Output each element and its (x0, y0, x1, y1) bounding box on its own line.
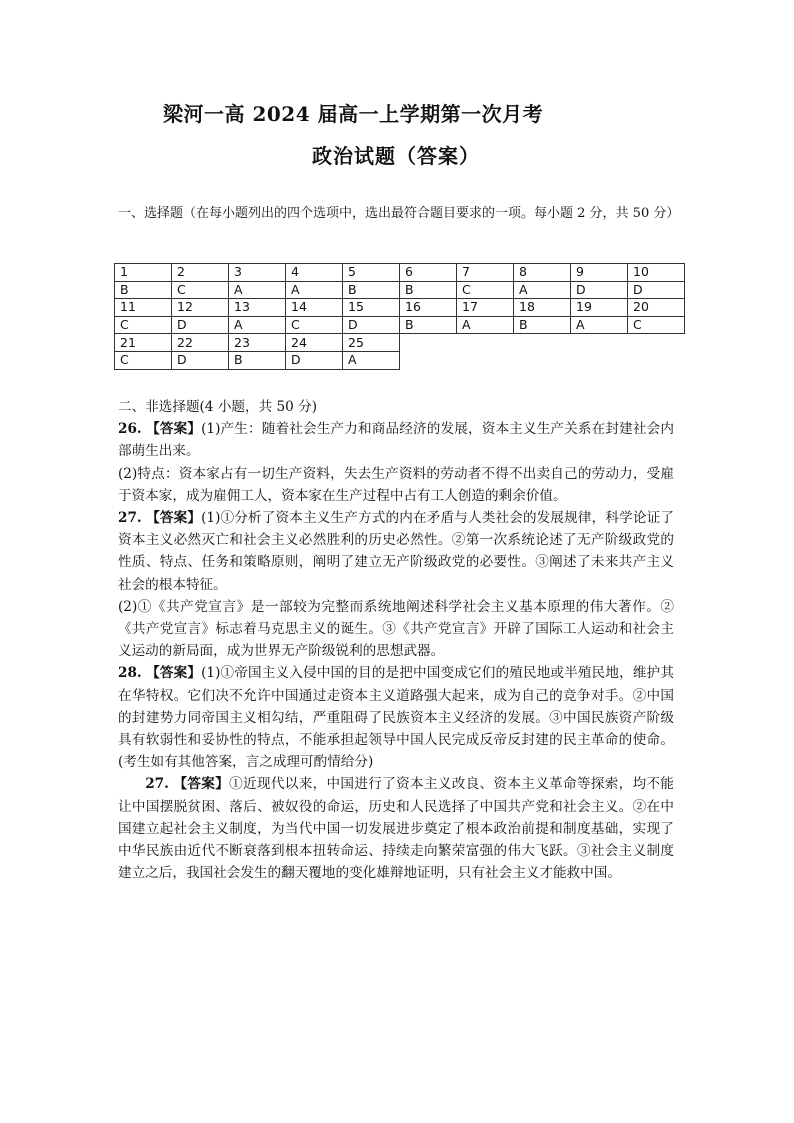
empty-cell (514, 351, 571, 369)
empty-cell (457, 351, 514, 369)
q26-answer-tag: 【答案】 (146, 421, 202, 438)
table-cell: C (286, 316, 343, 334)
table-cell: A (571, 316, 628, 334)
q26-part2: (2)特点：资本家占有一切生产资料，失去生产资料的劳动者不得不出卖自己的劳动力，受雇于资本家，成为雇佣工人，资本家在生产过程中占有工人创造的剩余价值。 (118, 465, 674, 504)
q26-part1 (118, 418, 674, 462)
q28-answer-tag: 【答案】 (146, 665, 202, 682)
empty-cell (400, 351, 457, 369)
table-cell: C (115, 351, 172, 369)
table-cell: 16 (400, 299, 457, 317)
q28-part1 (118, 662, 674, 773)
table-cell: C (457, 281, 514, 299)
q27b-number: 27. (145, 776, 169, 793)
table-cell: C (628, 316, 685, 334)
table-cell: 8 (514, 264, 571, 282)
page-subtitle: 政治试题（答案） (312, 144, 480, 168)
table-cell: 2 (172, 264, 229, 282)
empty-cell (571, 334, 628, 352)
table-cell: B (229, 351, 286, 369)
empty-cell (400, 334, 457, 352)
table-cell: D (172, 316, 229, 334)
table-cell: 3 (229, 264, 286, 282)
q27-text1: (1)①分析了资本主义生产方式的内在矛盾与人类社会的发展规律，科学论证了资本主义必然灭亡和社会主义必然胜利的历史必然性。②第一次系统论述了无产阶级政党的性质、特点、任务和策略原则，阐明了建立无产阶级政党的必要性。③阐述了未来共产主义社会的根本特征。 (118, 510, 674, 593)
table-cell: C (172, 281, 229, 299)
section1-heading: 一、选择题（在每小题列出的四个选项中，选出最符合题目要求的一项。每小题 2 分，共 50 分） (118, 206, 680, 221)
table-cell: 14 (286, 299, 343, 317)
table-cell: 13 (229, 299, 286, 317)
table-cell: 17 (457, 299, 514, 317)
answer-number-row (115, 334, 685, 352)
table-cell: 24 (286, 334, 343, 352)
section2-heading: 二、非选择题(4 小题，共 50 分) (118, 399, 318, 415)
q27b-part1 (118, 773, 674, 884)
table-cell: D (571, 281, 628, 299)
answer-number-row (115, 264, 685, 282)
table-cell: 6 (400, 264, 457, 282)
q27-number: 27. (118, 510, 142, 527)
answer-table (114, 263, 685, 370)
q27-part2: (2)①《共产党宣言》是一部较为完整而系统地阐述科学社会主义基本原理的伟大著作。②《共产党宣言》标志着马克思主义的诞生。③《共产党宣言》开辟了国际工人运动和社会主义运动的新局面，成为世界无产阶级锐利的思想武器。 (118, 598, 674, 660)
q26-text1: (1)产生：随着社会生产力和商品经济的发展，资本主义生产关系在封建社会内部萌生出来。 (118, 421, 674, 460)
table-cell: B (400, 281, 457, 299)
empty-cell (514, 334, 571, 352)
table-cell: D (286, 351, 343, 369)
table-cell: A (457, 316, 514, 334)
table-cell: 10 (628, 264, 685, 282)
empty-cell (457, 334, 514, 352)
table-cell: 4 (286, 264, 343, 282)
table-cell: A (514, 281, 571, 299)
empty-cell (628, 351, 685, 369)
table-cell: A (229, 281, 286, 299)
table-cell: A (343, 351, 400, 369)
table-cell: 9 (571, 264, 628, 282)
section2 (118, 396, 674, 884)
table-cell: 18 (514, 299, 571, 317)
empty-cell (571, 351, 628, 369)
table-cell: A (286, 281, 343, 299)
answer-letter-row (115, 316, 685, 334)
table-cell: D (628, 281, 685, 299)
page-title: 梁河一高 2024 届高一上学期第一次月考 (163, 102, 544, 126)
table-cell: 5 (343, 264, 400, 282)
table-cell: 1 (115, 264, 172, 282)
table-cell: D (172, 351, 229, 369)
answer-number-row (115, 299, 685, 317)
table-cell: 23 (229, 334, 286, 352)
q27-part1 (118, 507, 674, 596)
table-cell: 20 (628, 299, 685, 317)
table-cell: 22 (172, 334, 229, 352)
table-cell: 21 (115, 334, 172, 352)
q27b-answer-tag: 【答案】 (173, 776, 230, 793)
table-cell: 11 (115, 299, 172, 317)
table-cell: B (343, 281, 400, 299)
answer-letter-row (115, 281, 685, 299)
table-cell: D (343, 316, 400, 334)
q28-text1: (1)①帝国主义入侵中国的目的是把中国变成它们的殖民地或半殖民地，维护其在华特权。它们决不允许中国通过走资本主义道路强大起来，成为自己的竞争对手。②中国的封建势力同帝国主义相勾结，严重阻碍了民族资本主义经济的发展。③中国民族资产阶级具有软弱性和妥协性的特点，不能承担起领导中国人民完成反帝反封建的民主革命的使命。(考生如有其他答案，言之成理可酌情给分) (118, 665, 674, 771)
q26-number: 26. (118, 421, 142, 438)
q28-number: 28. (118, 665, 142, 682)
table-cell: 25 (343, 334, 400, 352)
table-cell: B (400, 316, 457, 334)
table-cell: B (514, 316, 571, 334)
table-cell: B (115, 281, 172, 299)
empty-cell (628, 334, 685, 352)
table-cell: C (115, 316, 172, 334)
q27b-text1: ①近现代以来，中国进行了资本主义改良、资本主义革命等探索，均不能让中国摆脱贫困、落后、被奴役的命运，历史和人民选择了中国共产党和社会主义。②在中国建立起社会主义制度，为当代中国一切发展进步奠定了根本政治前提和制度基础，实现了中华民族由近代不断衰落到根本扭转命运、持续走向繁荣富强的伟大飞跃。③社会主义制度建立之后，我国社会发生的翻天覆地的变化雄辩地证明，只有社会主义才能救中国。 (118, 776, 675, 882)
answer-letter-row (115, 351, 685, 369)
table-cell: 15 (343, 299, 400, 317)
table-cell: A (229, 316, 286, 334)
q27-answer-tag: 【答案】 (146, 510, 202, 527)
table-cell: 12 (172, 299, 229, 317)
table-cell: 19 (571, 299, 628, 317)
table-cell: 7 (457, 264, 514, 282)
